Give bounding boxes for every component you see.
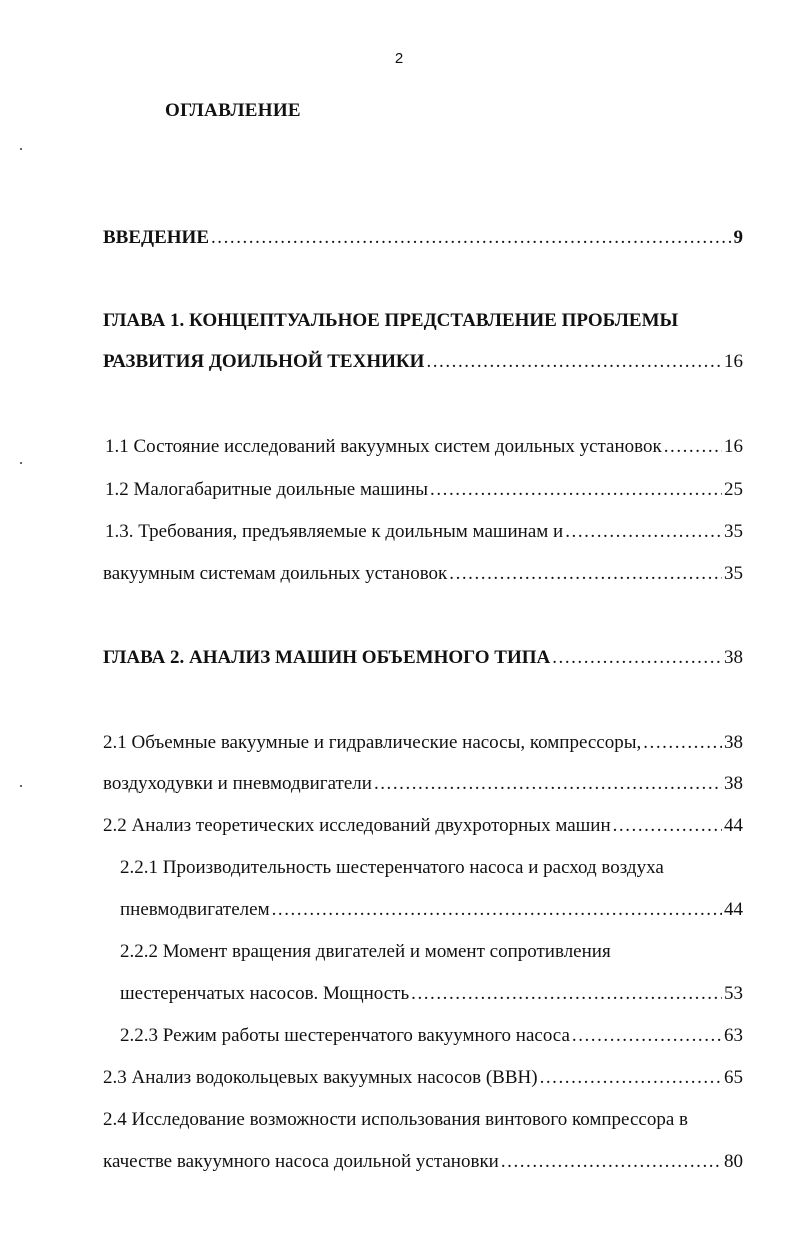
toc-entry-1-3-cont — [103, 561, 743, 587]
toc-entry-page: 44 — [724, 815, 743, 836]
toc-entry-text: 2.4 Исследование возможности использования винтового компрессора в — [103, 1109, 688, 1130]
dot-leader — [272, 897, 722, 923]
toc-entry-page: 80 — [724, 1151, 743, 1172]
dot-leader — [211, 225, 732, 251]
toc-entry-page: 38 — [724, 773, 743, 794]
dot-leader — [664, 434, 722, 460]
dot-leader — [501, 1149, 722, 1175]
scan-speck — [20, 462, 22, 464]
toc-entry-text: ВВЕДЕНИЕ — [103, 227, 209, 248]
toc-entry-text: ГЛАВА 1. КОНЦЕПТУАЛЬНОЕ ПРЕДСТАВЛЕНИЕ ПРОБЛЕМЫ — [103, 310, 679, 331]
dot-leader — [552, 645, 722, 671]
toc-entry-page: 9 — [733, 227, 743, 248]
toc-entry-text: вакуумным системам доильных установок — [103, 563, 448, 584]
toc-entry-text: 1.2 Малогабаритные доильные машины — [105, 479, 429, 500]
toc-entry-2-2 — [103, 813, 743, 839]
toc-entry-2-4-cont — [103, 1149, 743, 1175]
toc-entry-page: 16 — [724, 351, 743, 372]
toc-entry-text: 2.3 Анализ водокольцевых вакуумных насосов (ВВН) — [103, 1067, 538, 1088]
toc-entry-introduction — [103, 225, 743, 251]
toc-entry-2-2-3 — [120, 1023, 743, 1049]
dot-leader — [643, 730, 722, 756]
dot-leader — [572, 1023, 722, 1049]
toc-entry-text: пневмодвигателем — [120, 899, 270, 920]
toc-entry-page: 16 — [724, 436, 743, 457]
toc-entry-chapter-1 — [103, 308, 743, 334]
toc-entry-chapter-1-cont — [103, 349, 743, 375]
toc-entry-text: шестеренчатых насосов. Мощность — [120, 983, 410, 1004]
toc-entry-2-3 — [103, 1065, 743, 1091]
toc-entry-chapter-2 — [103, 645, 743, 671]
toc-entry-1-1 — [105, 434, 743, 460]
page-number: 2 — [394, 50, 404, 67]
toc-entry-2-2-2 — [120, 939, 743, 965]
toc-entry-page: 25 — [724, 479, 743, 500]
toc-entry-2-4 — [103, 1107, 743, 1133]
toc-entry-text: 2.2.1 Производительность шестеренчатого насоса и расход воздуха — [120, 857, 664, 878]
toc-entry-2-1 — [103, 730, 743, 756]
toc-entry-1-2 — [105, 477, 743, 503]
toc-entry-text: ГЛАВА 2. АНАЛИЗ МАШИН ОБЪЕМНОГО ТИПА — [103, 647, 551, 668]
toc-entry-text: 2.2.2 Момент вращения двигателей и момент сопротивления — [120, 941, 611, 962]
toc-entry-text: 2.2 Анализ теоретических исследований двухроторных машин — [103, 815, 611, 836]
toc-entry-text: РАЗВИТИЯ ДОИЛЬНОЙ ТЕХНИКИ — [103, 351, 425, 372]
toc-entry-text: 2.2.3 Режим работы шестеренчатого вакуумного насоса — [120, 1025, 570, 1046]
dot-leader — [411, 981, 722, 1007]
toc-entry-text: 2.1 Объемные вакуумные и гидравлические насосы, компрессоры, — [103, 732, 642, 753]
dot-leader — [565, 519, 722, 545]
dot-leader — [374, 771, 722, 797]
toc-title: ОГЛАВЛЕНИЕ — [165, 100, 301, 121]
toc-entry-2-2-2-cont — [120, 981, 743, 1007]
toc-entry-2-1-cont — [103, 771, 743, 797]
scan-speck — [20, 785, 22, 787]
dot-leader — [449, 561, 722, 587]
toc-entry-page: 63 — [724, 1025, 743, 1046]
toc-entry-text: воздуходувки и пневмодвигатели — [103, 773, 372, 794]
dot-leader — [613, 813, 722, 839]
toc-entry-page: 38 — [724, 647, 743, 668]
toc-entry-text: 1.1 Состояние исследований вакуумных систем доильных установок — [105, 436, 662, 457]
dot-leader — [426, 349, 722, 375]
scan-speck — [20, 148, 22, 150]
toc-entry-page: 53 — [724, 983, 743, 1004]
toc-entry-page: 35 — [724, 563, 743, 584]
dot-leader — [540, 1065, 722, 1091]
toc-entry-2-2-1 — [120, 855, 743, 881]
toc-entry-text: качестве вакуумного насоса доильной установки — [103, 1151, 499, 1172]
toc-entry-page: 65 — [724, 1067, 743, 1088]
dot-leader — [430, 477, 722, 503]
toc-entry-1-3 — [105, 519, 743, 545]
toc-entry-text: 1.3. Требования, предъявляемые к доильным машинам и — [105, 521, 564, 542]
toc-entry-2-2-1-cont — [120, 897, 743, 923]
toc-entry-page: 35 — [724, 521, 743, 542]
toc-entry-page: 44 — [724, 899, 743, 920]
toc-entry-page: 38 — [724, 732, 743, 753]
